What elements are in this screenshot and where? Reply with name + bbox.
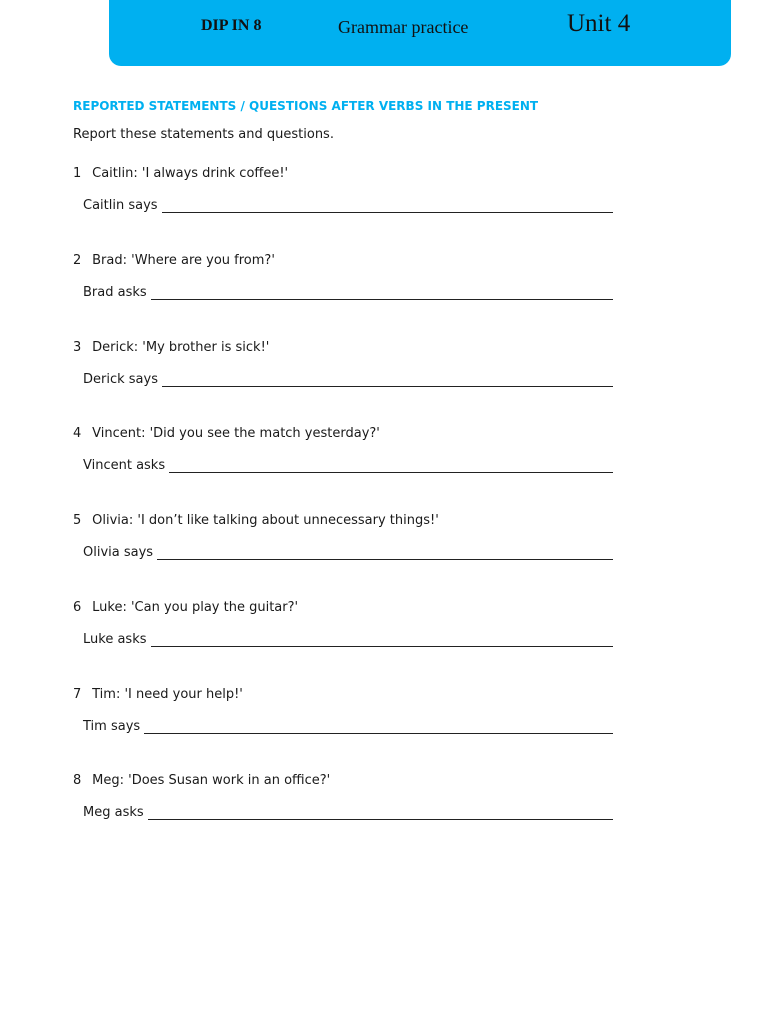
exercise-prompt <box>73 513 439 528</box>
subject-title: Grammar practice <box>338 17 469 37</box>
answer-label: Caitlin says <box>83 198 158 213</box>
answer-row <box>83 455 613 473</box>
exercise-number: 8 <box>73 773 82 788</box>
answer-row <box>83 542 613 560</box>
instructions: Report these statements and questions. <box>73 127 334 142</box>
prompt-text: Luke: 'Can you play the guitar?' <box>92 600 299 615</box>
course-title: DIP IN 8 <box>201 17 262 34</box>
answer-line[interactable] <box>151 285 613 300</box>
answer-label: Vincent asks <box>83 458 166 473</box>
answer-row <box>83 195 613 213</box>
exercise-item <box>73 340 623 400</box>
answer-line[interactable] <box>157 545 613 560</box>
exercise-item <box>73 253 623 313</box>
exercise-item <box>73 773 623 833</box>
answer-label: Luke asks <box>83 632 147 647</box>
exercise-prompt <box>73 600 298 615</box>
prompt-text: Olivia: 'I don’t like talking about unnecessary things!' <box>92 513 439 528</box>
answer-row <box>83 716 613 734</box>
exercise-item <box>73 426 623 486</box>
exercise-number: 1 <box>73 166 82 181</box>
prompt-text: Derick: 'My brother is sick!' <box>92 340 270 355</box>
section-title: REPORTED STATEMENTS / QUESTIONS AFTER VERBS IN THE PRESENT <box>73 99 539 113</box>
answer-label: Olivia says <box>83 545 154 560</box>
exercise-prompt <box>73 340 269 355</box>
unit-label: Unit 4 <box>567 10 631 37</box>
exercise-number: 7 <box>73 687 82 702</box>
exercise-number: 2 <box>73 253 82 268</box>
exercise-item <box>73 687 623 747</box>
prompt-text: Brad: 'Where are you from?' <box>92 253 275 268</box>
exercise-number: 5 <box>73 513 82 528</box>
answer-line[interactable] <box>151 632 613 647</box>
answer-line[interactable] <box>162 372 613 387</box>
answer-label: Derick says <box>83 372 158 387</box>
prompt-text: Meg: 'Does Susan work in an office?' <box>92 773 331 788</box>
answer-label: Brad asks <box>83 285 147 300</box>
exercise-prompt <box>73 687 243 702</box>
exercise-prompt <box>73 426 380 441</box>
answer-line[interactable] <box>169 458 613 473</box>
exercise-item <box>73 166 623 226</box>
exercise-prompt <box>73 773 330 788</box>
exercise-prompt <box>73 253 275 268</box>
answer-line[interactable] <box>162 198 613 213</box>
exercise-number: 3 <box>73 340 82 355</box>
answer-row <box>83 282 613 300</box>
exercise-prompt <box>73 166 288 181</box>
answer-row <box>83 369 613 387</box>
exercise-item <box>73 600 623 660</box>
exercise-item <box>73 513 623 573</box>
answer-line[interactable] <box>144 719 613 734</box>
answer-label: Meg asks <box>83 805 144 820</box>
prompt-text: Vincent: 'Did you see the match yesterday?' <box>92 426 380 441</box>
exercise-number: 4 <box>73 426 82 441</box>
answer-row <box>83 629 613 647</box>
exercise-number: 6 <box>73 600 82 615</box>
prompt-text: Caitlin: 'I always drink coffee!' <box>92 166 289 181</box>
answer-label: Tim says <box>83 719 141 734</box>
answer-row <box>83 802 613 820</box>
prompt-text: Tim: 'I need your help!' <box>92 687 243 702</box>
answer-line[interactable] <box>148 805 613 820</box>
